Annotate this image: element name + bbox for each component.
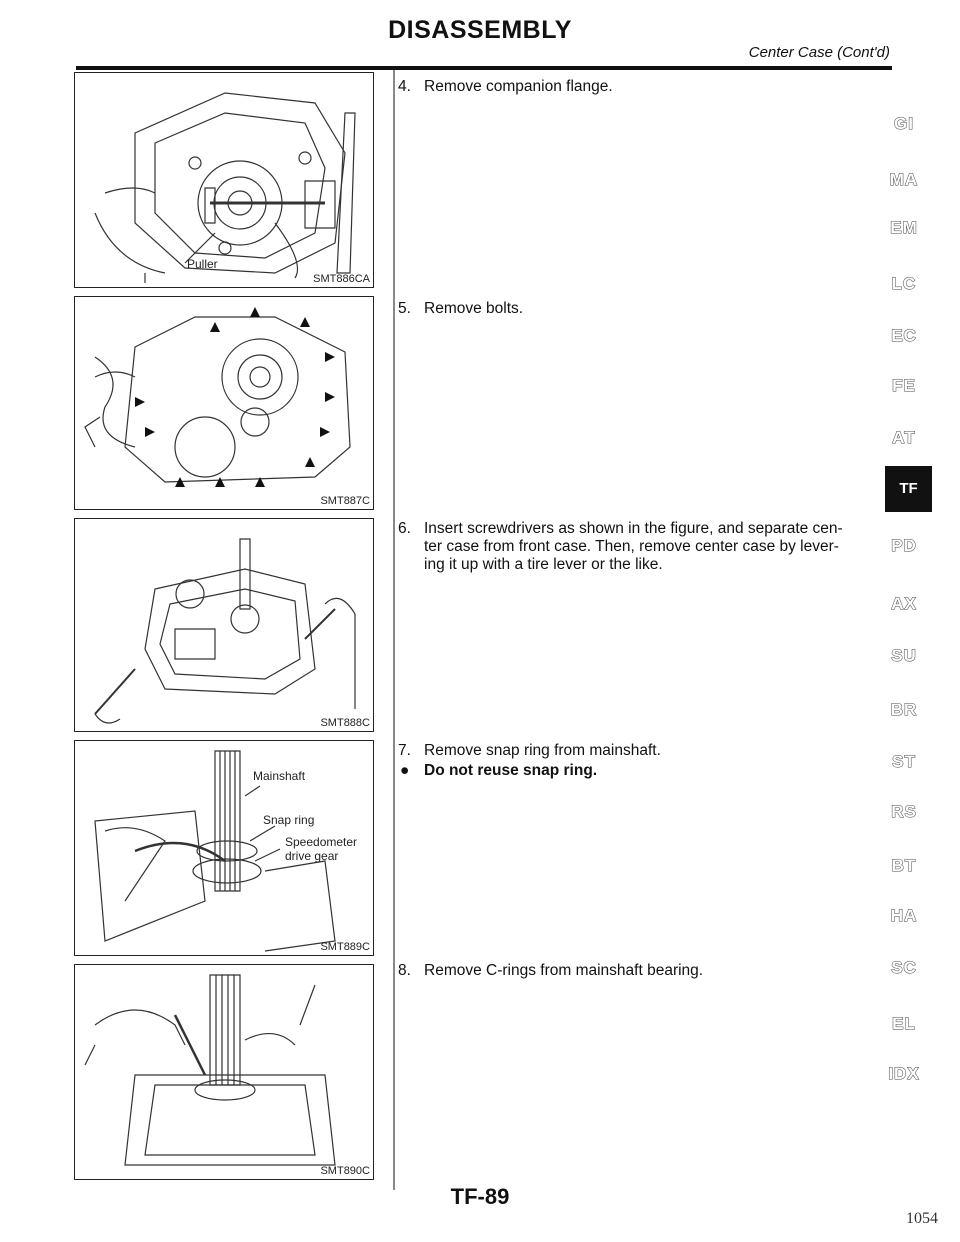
illustration-case-bolts [75,297,373,509]
step-text-line: ing it up with a tire lever or the like. [424,556,663,573]
tab-gi[interactable]: GI [894,114,914,133]
tab-ma[interactable]: MA [889,170,919,189]
step-number: 5. [398,300,411,317]
tab-br[interactable]: BR [890,700,918,719]
illustration-screwdrivers [75,519,373,731]
note-text: Do not reuse snap ring. [424,762,598,779]
tab-at[interactable]: AT [892,428,916,447]
figure-id: SMT888C [320,717,370,729]
column-divider [393,70,395,1190]
illustration-puller [75,73,373,287]
figure-id: SMT886CA [313,273,370,285]
figure-center-case [74,518,374,732]
tab-st[interactable]: ST [892,752,916,771]
page-title: DISASSEMBLY [388,16,572,44]
step-text: Remove companion flange. [424,78,613,95]
step-text: Remove bolts. [424,300,524,317]
step-number: 7. [398,742,411,759]
tab-pd[interactable]: PD [891,536,917,555]
header-rule [76,66,892,70]
figure-id: SMT890C [320,1165,370,1177]
tab-tf-active[interactable]: TF [885,466,932,512]
page-number: TF-89 [450,1184,510,1209]
tab-idx[interactable]: IDX [888,1064,920,1083]
tab-ha[interactable]: HA [890,906,918,925]
section-subtitle: Center Case (Cont'd) [748,44,890,61]
tab-em[interactable]: EM [890,218,918,237]
tab-bt[interactable]: BT [891,856,917,875]
figure-snap-ring [74,740,374,956]
tab-el[interactable]: EL [892,1014,916,1033]
callout-drive-gear: drive gear [285,849,339,863]
tab-ec[interactable]: EC [891,326,917,345]
callout-puller: Puller [187,257,218,271]
step-text-line: Insert screwdrivers as shown in the figure, and separate cen- [424,520,843,537]
step-text-line: ter case from front case. Then, remove center case by lever- [424,538,839,555]
step-number: 6. [398,520,411,537]
figure-id: SMT889C [320,941,370,953]
step-text: Remove C-rings from mainshaft bearing. [424,962,704,979]
tab-rs[interactable]: RS [891,802,917,821]
tab-ax[interactable]: AX [891,594,917,613]
step-number: 8. [398,962,411,979]
callout-mainshaft: Mainshaft [253,769,306,783]
tab-fe[interactable]: FE [892,376,916,395]
step-6 [398,520,868,580]
callout-speedometer: Speedometer [285,835,358,849]
figure-companion-flange [74,72,374,288]
figure-bolts [74,296,374,510]
bullet-marker: ● [400,762,410,779]
step-text-block [424,520,868,574]
callout-snap-ring: Snap ring [263,813,315,827]
tab-su[interactable]: SU [891,646,917,665]
corner-page-number: 1054 [906,1210,938,1227]
step-text: Remove snap ring from mainshaft. [424,742,661,759]
illustration-c-rings [75,965,373,1179]
figure-c-rings [74,964,374,1180]
step-number: 4. [398,78,411,95]
figure-id: SMT887C [320,495,370,507]
tab-lc[interactable]: LC [891,274,917,293]
tab-sc[interactable]: SC [891,958,917,977]
